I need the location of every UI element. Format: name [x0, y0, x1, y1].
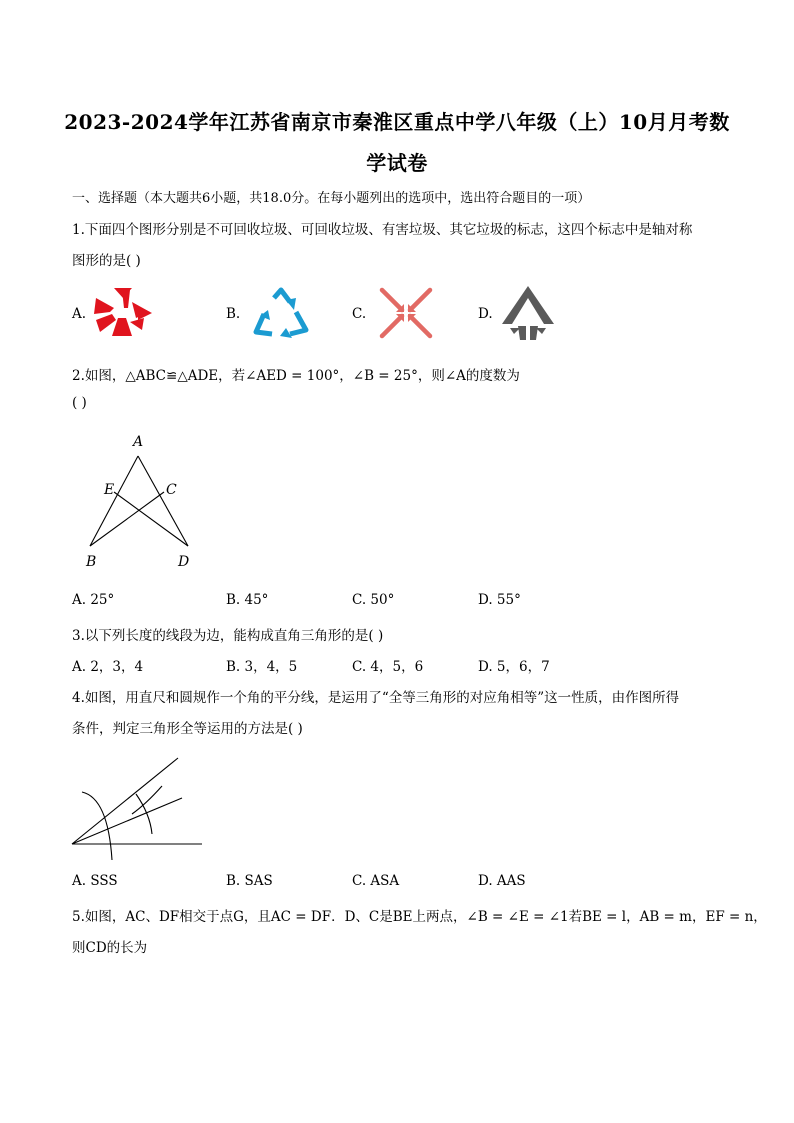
q3-option-d[interactable]: D. 5，6，7: [478, 659, 550, 675]
blue-recycle-icon: [250, 286, 312, 340]
q4-stem-line1: 4.如图，用直尺和圆规作一个角的平分线，是运用了“全等三角形的对应角相等”这一性质，由作图所得: [72, 690, 680, 706]
q1-option-a[interactable]: A.: [72, 306, 87, 322]
label-c: C: [166, 482, 177, 498]
q5-stem-line2: 则CD的长为: [72, 940, 148, 956]
q4-stem-line2: 条件，判定三角形全等运用的方法是( ): [72, 721, 303, 737]
angle-bisector-figure: [66, 752, 216, 864]
q2-triangle-figure: [80, 430, 210, 580]
q2-stem: 2.如图，△ABC≌△ADE，若∠AED = 100°，∠B = 25°，则∠A的度数为: [72, 368, 520, 384]
q2-option-c[interactable]: C. 50°: [352, 592, 395, 608]
gray-tree-icon: [500, 284, 556, 342]
label-a: A: [133, 434, 144, 450]
red-cross-arrows-icon: [378, 286, 434, 340]
q3-option-b[interactable]: B. 3，4，5: [226, 659, 298, 675]
exam-title-line1: 2023-2024学年江苏省南京市秦淮区重点中学八年级（上）10月月考数: [64, 110, 730, 134]
q1-option-c[interactable]: C.: [352, 306, 367, 322]
q3-option-a[interactable]: A. 2，3，4: [72, 659, 144, 675]
exam-title-line2: 学试卷: [366, 151, 428, 175]
label-d: D: [178, 554, 190, 570]
label-b: B: [86, 554, 97, 570]
red-arrows-icon: [92, 286, 154, 340]
q4-option-c[interactable]: C. ASA: [352, 873, 400, 889]
q3-option-c[interactable]: C. 4，5，6: [352, 659, 424, 675]
q4-option-a[interactable]: A. SSS: [72, 873, 118, 889]
q2-paren: ( ): [72, 395, 87, 411]
q3-stem: 3.以下列长度的线段为边，能构成直角三角形的是( ): [72, 628, 384, 644]
q1-option-b[interactable]: B.: [226, 306, 241, 322]
q1-stem-line2: 图形的是( ): [72, 253, 141, 269]
q5-stem-line1: 5.如图，AC、DF相交于点G，且AC = DF．D、C是BE上两点，∠B = ∠E = ∠1若BE = l，AB = m，EF = n，: [72, 909, 767, 925]
q2-option-b[interactable]: B. 45°: [226, 592, 269, 608]
q2-option-d[interactable]: D. 55°: [478, 592, 521, 608]
q2-option-a[interactable]: A. 25°: [72, 592, 115, 608]
section-heading: 一、选择题（本大题共6小题，共18.0分。在每小题列出的选项中，选出符合题目的一项）: [72, 191, 591, 206]
q4-option-d[interactable]: D. AAS: [478, 873, 526, 889]
q1-option-d[interactable]: D.: [478, 306, 493, 322]
label-e: E: [104, 482, 115, 498]
q1-stem-line1: 1.下面四个图形分别是不可回收垃圾、可回收垃圾、有害垃圾、其它垃圾的标志，这四个标志中是轴对称: [72, 222, 693, 238]
q4-option-b[interactable]: B. SAS: [226, 873, 273, 889]
